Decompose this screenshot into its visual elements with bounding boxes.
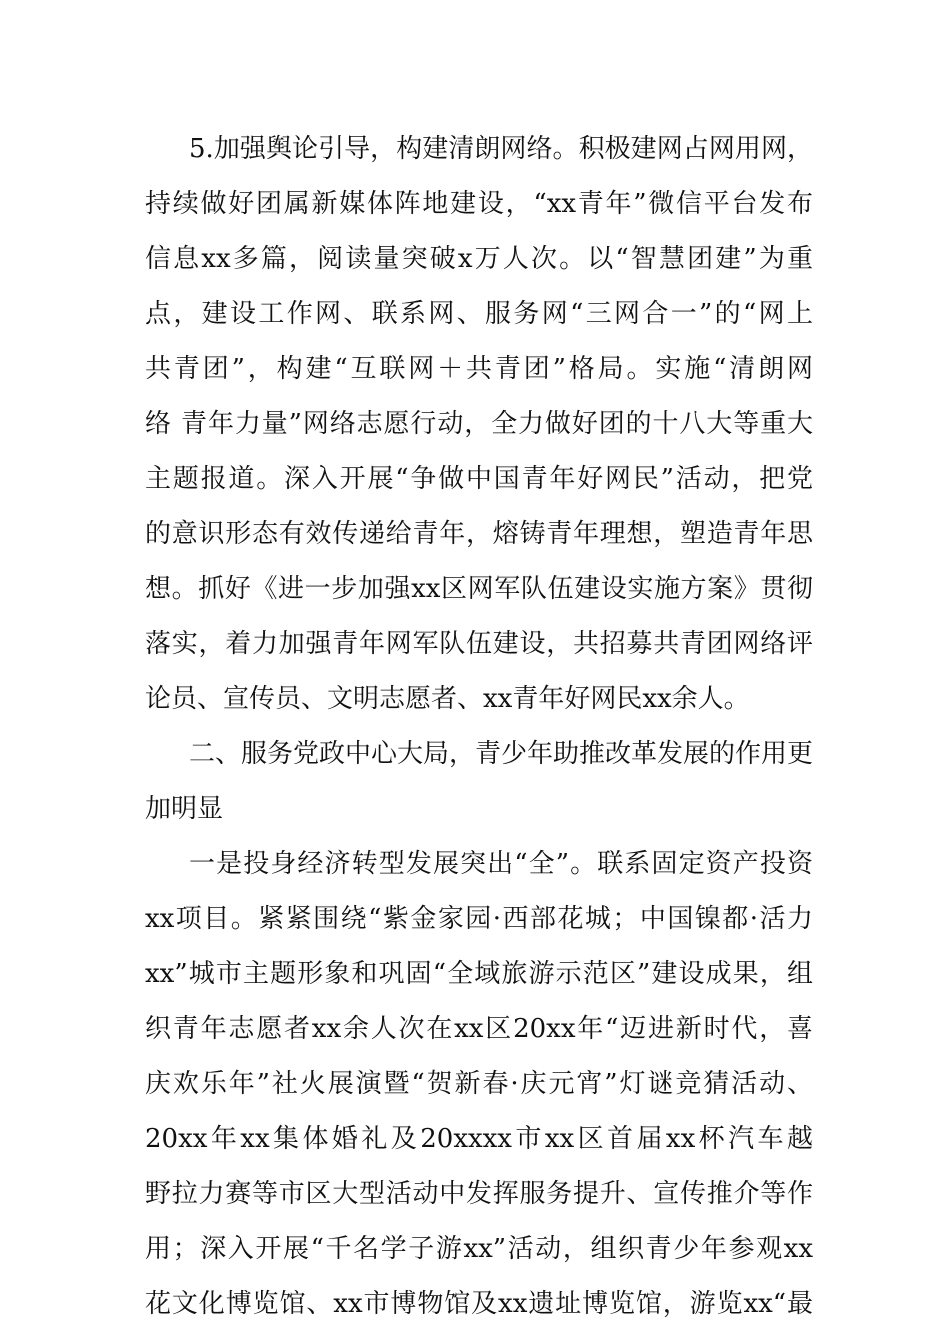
text-line: xx”城市主题形象和巩固“全域旅游示范区”建设成果，组 xyxy=(145,959,813,989)
text-line: 持续做好团属新媒体阵地建设，“xx青年”微信平台发布 xyxy=(145,189,813,219)
text-line: 的意识形态有效传递给青年，熔铸青年理想，塑造青年思 xyxy=(145,519,813,549)
text-line: 加明显 xyxy=(145,794,224,824)
document-body xyxy=(145,122,813,1332)
text-line: 庆欢乐年”社火展演暨“贺新春·庆元宵”灯谜竞猜活动、 xyxy=(145,1069,813,1099)
text-line: 20xx年xx集体婚礼及20xxxx市xx区首届xx杯汽车越 xyxy=(145,1124,813,1154)
text-line: 论员、宣传员、文明志愿者、xx青年好网民xx余人。 xyxy=(145,684,750,714)
paragraph-item-5 xyxy=(145,122,813,727)
text-line: 织青年志愿者xx余人次在xx区20xx年“迈进新时代，喜 xyxy=(145,1014,813,1044)
text-line: 一是投身经济转型发展突出“全”。联系固定资产投资 xyxy=(189,849,813,879)
text-line: 想。抓好《进一步加强xx区网军队伍建设实施方案》贯彻 xyxy=(145,574,813,604)
text-line: 落实，着力加强青年网军队伍建设，共招募共青团网络评 xyxy=(145,629,813,659)
text-line: 5.加强舆论引导，构建清朗网络。积极建网占网用网， xyxy=(189,134,813,164)
text-line: 二、服务党政中心大局，青少年助推改革发展的作用更 xyxy=(189,739,814,769)
text-line: 共青团”，构建“互联网＋共青团”格局。实施“清朗网 xyxy=(145,354,813,384)
section-heading xyxy=(145,727,813,837)
text-line: 信息xx多篇，阅读量突破x万人次。以“智慧团建”为重 xyxy=(145,244,813,274)
text-line: 花文化博览馆、xx市博物馆及xx遗址博览馆，游览xx“最 xyxy=(145,1289,813,1319)
text-line: 野拉力赛等市区大型活动中发挥服务提升、宣传推介等作 xyxy=(145,1179,813,1209)
text-line: 用；深入开展“千名学子游xx”活动，组织青少年参观xx xyxy=(145,1234,813,1264)
text-line: xx项目。紧紧围绕“紫金家园·西部花城；中国镍都·活力 xyxy=(145,904,813,934)
text-line: 主题报道。深入开展“争做中国青年好网民”活动，把党 xyxy=(145,464,813,494)
paragraph-item-one xyxy=(145,837,813,1332)
text-line: 点，建设工作网、联系网、服务网“三网合一”的“网上 xyxy=(145,299,813,329)
text-line: 络 青年力量”网络志愿行动，全力做好团的十八大等重大 xyxy=(145,409,813,439)
